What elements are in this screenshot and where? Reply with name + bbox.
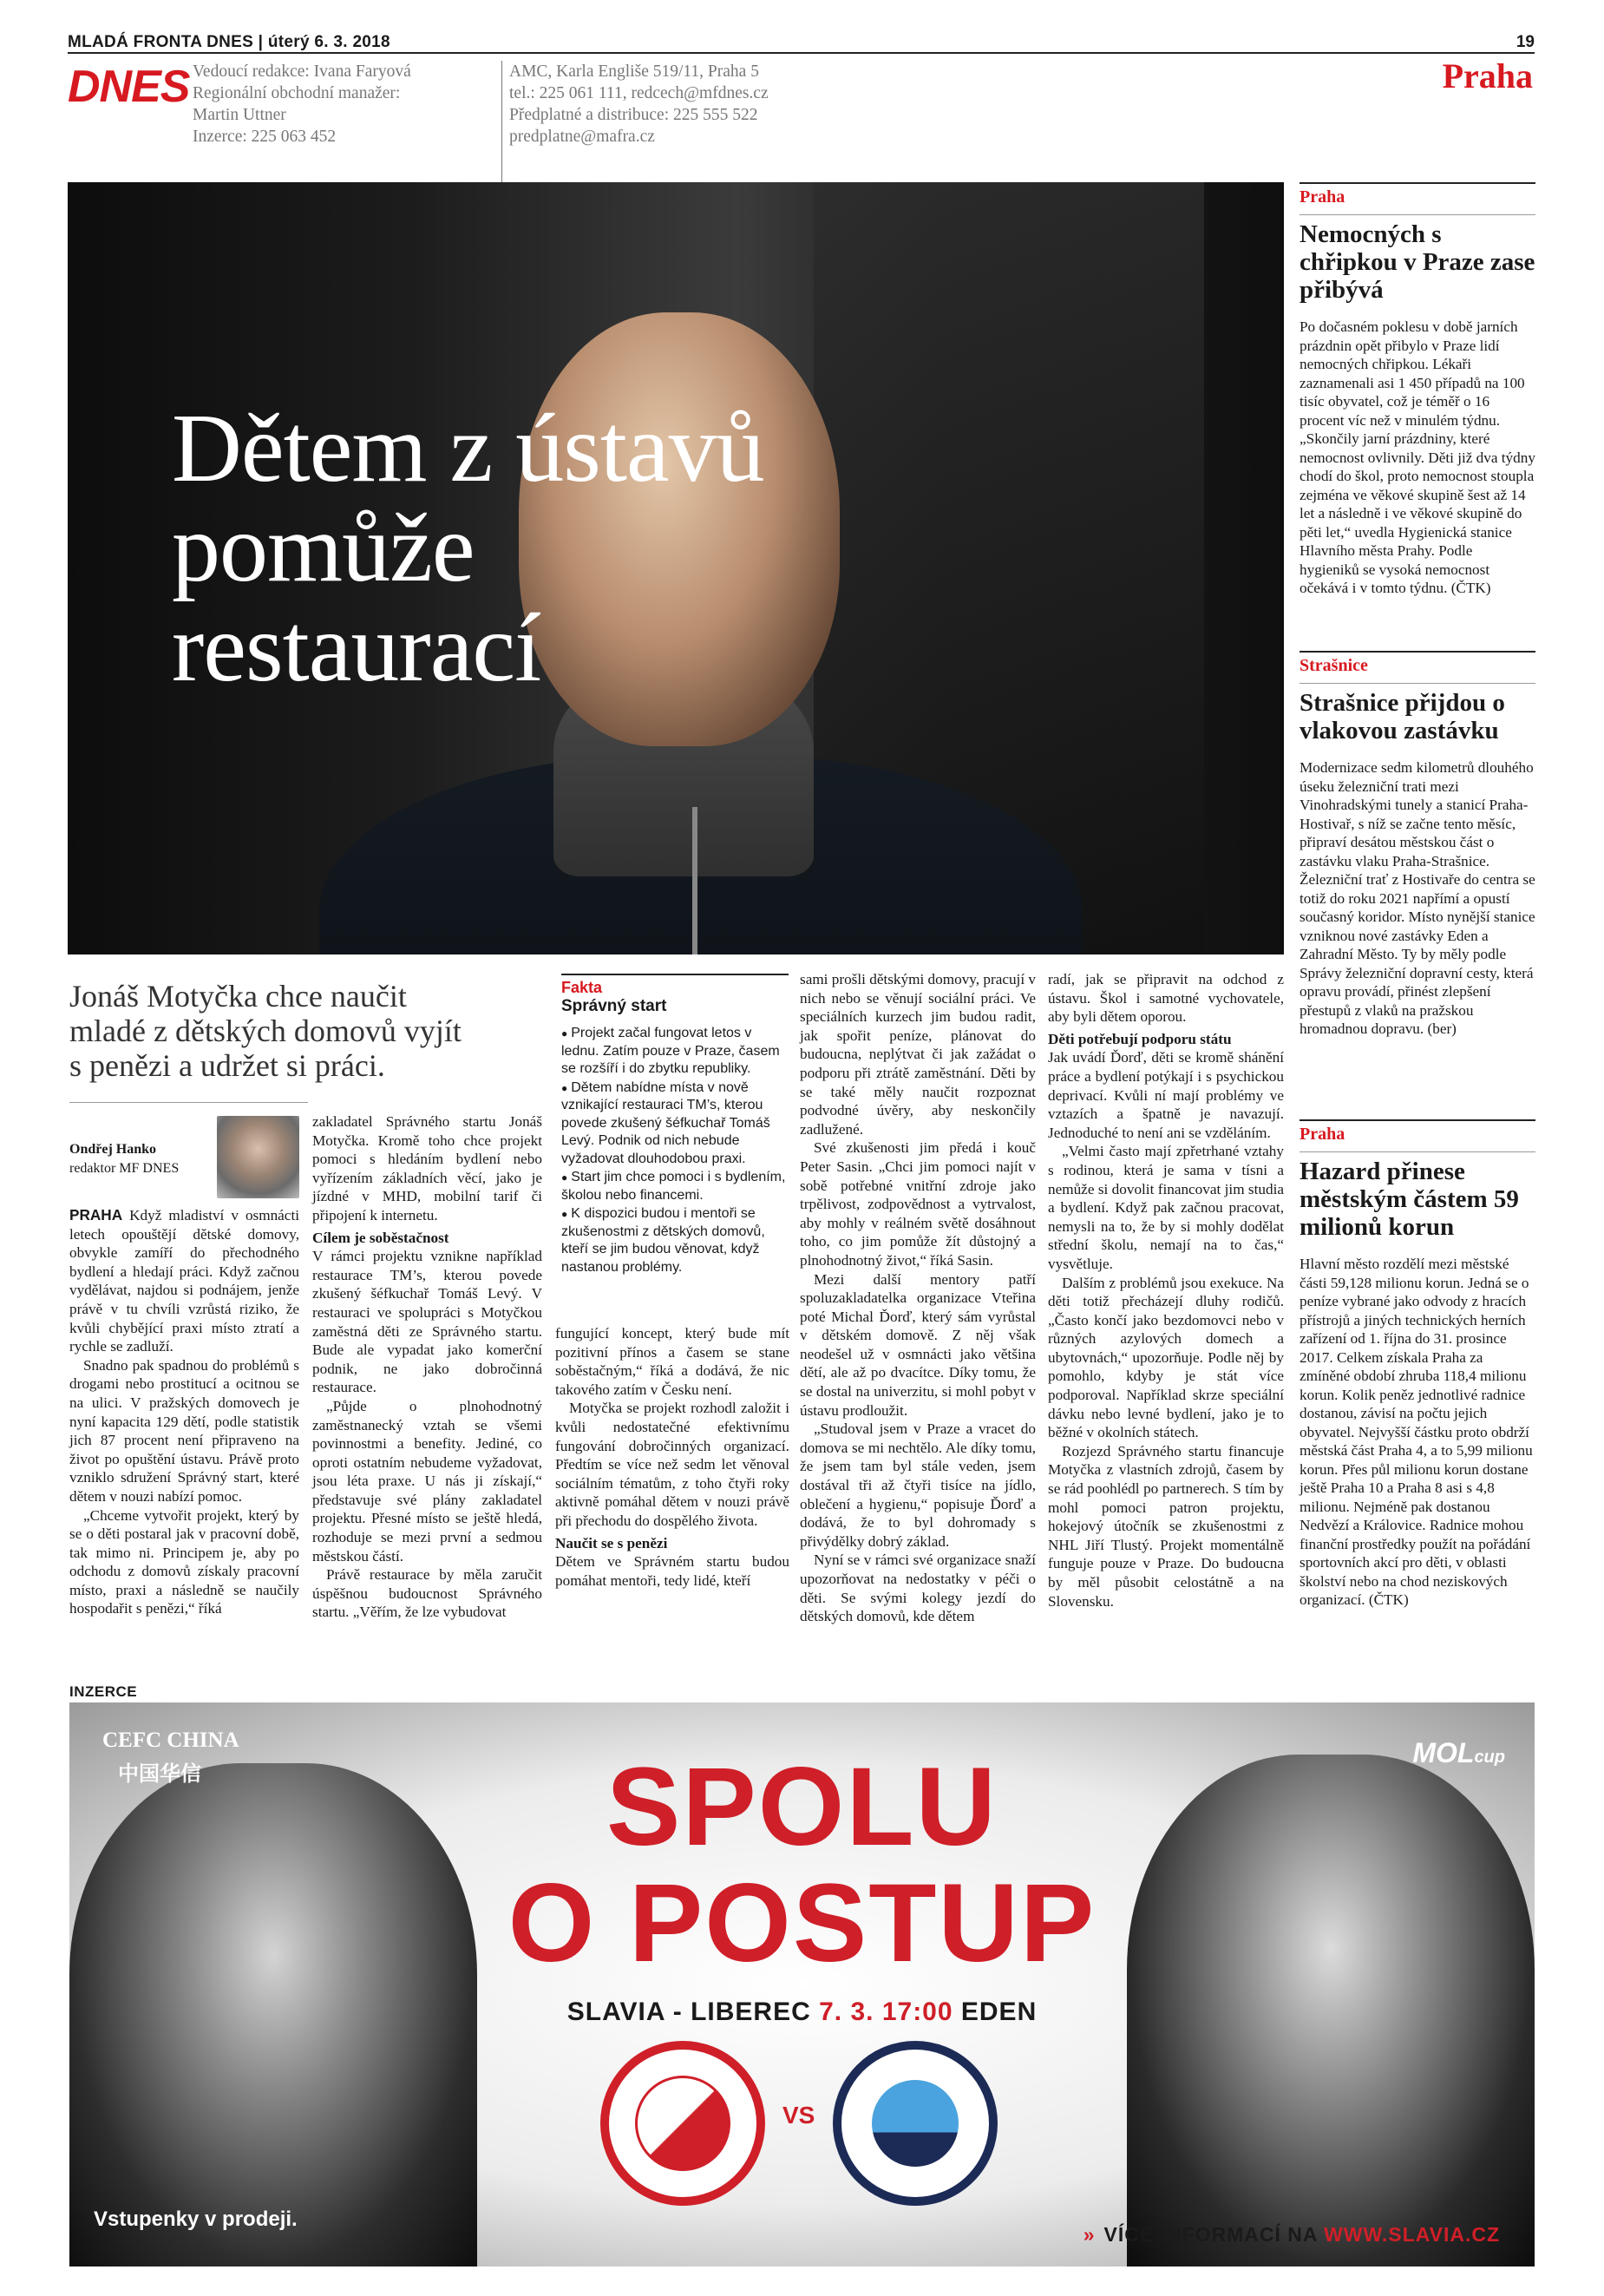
slavia-crest-icon bbox=[600, 2041, 765, 2206]
lead-photo bbox=[68, 182, 1284, 954]
brief-title: Hazard přinese městským částem 59 milionů korun bbox=[1300, 1158, 1519, 1241]
paragraph-text: Děti potřebují podporu státu bbox=[1048, 1030, 1232, 1047]
article-paragraph bbox=[312, 1397, 542, 1565]
cup-name: MOL bbox=[1412, 1737, 1475, 1768]
article-subhead: Jonáš Motyčka chce naučit mladé z dětských domovů vyjít s penězi a udržet si práci. bbox=[69, 979, 462, 1083]
paragraph-text: Dětem ve Správném startu budou pomáhat mentoři, tedy lidé, kteří bbox=[555, 1553, 789, 1589]
article-paragraph bbox=[800, 1270, 1036, 1420]
article-paragraph bbox=[1048, 1142, 1284, 1273]
slavia-crest-star bbox=[635, 2076, 730, 2171]
brief-rule bbox=[1300, 1119, 1535, 1121]
contact-line: Martin Uttner bbox=[193, 106, 286, 124]
article-column-4 bbox=[800, 970, 1036, 1626]
brief-flu bbox=[1300, 182, 1535, 598]
brief-kicker-rule bbox=[1300, 1151, 1535, 1152]
contact-line: AMC, Karla Engliše 519/11, Praha 5 bbox=[509, 62, 759, 81]
contact-line: Regionální obchodní manažer: bbox=[193, 84, 401, 102]
photo-zipper bbox=[692, 807, 697, 954]
article-column-5 bbox=[1048, 970, 1284, 1610]
article-column-2 bbox=[312, 1112, 542, 1622]
sponsor-logo-chinese: 中国华信 bbox=[118, 1763, 201, 1786]
contact-line: predplatne@mafra.cz bbox=[509, 128, 655, 146]
brief-kicker-rule bbox=[1300, 214, 1535, 215]
paragraph-text: V rámci projektu vznikne například restaurace TM’s, kterou povede zkušený šéfkuchař Tomáš Levý. V restauraci ve spolupráci s Motyčkou zaměstná děti ze Správného startu. Bude ale vypadat jako komerční podnik, ne jako dobročinná restaurace. bbox=[312, 1248, 542, 1396]
contact-line: Vedoucí redakce: Ivana Faryová bbox=[193, 62, 411, 81]
facts-item: ● K dispozici budou i mentoři se zkušenostmi z dětských domovů, kteří se jim budou věnovat, když nastanou problémy. bbox=[561, 1205, 789, 1276]
facts-item: ● Dětem nabídne místa v nově vznikající restauraci TM’s, kterou povede zkušený šéfkuchař Tomáš Levý. Podnik od nich nebude vyžadovat dlouhodobou praxi. bbox=[561, 1079, 789, 1169]
brief-strasnice bbox=[1300, 651, 1535, 1039]
brief-title: Nemocných s chřipkou v Praze zase přibývá bbox=[1300, 220, 1535, 304]
author-role: redaktor MF DNES bbox=[69, 1161, 180, 1176]
article-paragraph bbox=[312, 1112, 542, 1225]
article-crosshead bbox=[1048, 1030, 1284, 1049]
more-info-link[interactable] bbox=[1084, 2223, 1500, 2247]
liberec-crest-icon bbox=[833, 2041, 998, 2206]
more-info-text: VÍCE INFORMACÍ NA bbox=[1103, 2223, 1325, 2246]
facts-label: Fakta bbox=[561, 974, 789, 997]
ad-title-line-1: SPOLU bbox=[606, 1745, 998, 1869]
versus-label: VS bbox=[782, 2102, 815, 2129]
facts-item: ● Projekt začal fungovat letos v lednu. Zatím pouze v Praze, časem se rozšíří i do zbytku republiky. bbox=[561, 1025, 789, 1079]
masthead: MLADÁ FRONTA DNES | úterý 6. 3. 2018 bbox=[68, 33, 390, 51]
brief-kicker: Strašnice bbox=[1300, 656, 1368, 675]
brief-text: Modernizace sedm kilometrů dlouhého úseku železniční trati mezi Vinohradskými tunely a stanicí Praha-Hostivař, s níž se začne tento měsíc, připraví desátou městskou část o zastávku vlaku Praha-Strašnice. Železniční trať z Hostivaře do centra se totiž do roku 2021 napřímí a opustí současný koridor. Místo nynější stanice vzniknou nové zastávky Eden a Zahradní Město. Ty by měly podle Správy železniční dopravní cesty, která opravu provádí, přinést zlepšení přestupů z vlaků na pražskou hromadnou dopravu. (ber) bbox=[1300, 759, 1535, 1037]
paragraph-text: radí, jak se připravit na odchod z ústavu. Škol i samotné vychovatele, aby byli dětem oporou. bbox=[1048, 971, 1284, 1026]
contact-line: Inzerce: 225 063 452 bbox=[193, 128, 337, 146]
article-paragraph bbox=[1048, 1274, 1284, 1442]
match-datetime: 7. 3. 17:00 bbox=[819, 1998, 953, 2026]
paragraph-text: Když mladiství v osmnácti letech opouštějí dětské domovy, obvykle zamíří do přechodného bydlení a hledají práci. Když začnou vydělávat, najdou si podnájem, jenže právě v tu chvíli vzrůstá riziko, že kvůli chybějící praxi místo ztratí a rychle se zadluží. bbox=[69, 1207, 299, 1355]
paragraph-text: sami prošli dětskými domovy, pracují v nich nebo se věnují sociální práci. Ve speciálních kurzech jim budou radit, jak spořit peníze, plánovat do budoucna, neplýtvat či jak zažádat o podporu při ztrátě zaměstnání. Děti by se také měly naučit rozpoznat podvodné úvěry, aby neskončily zadlužené. bbox=[800, 971, 1036, 1138]
article-paragraph bbox=[1048, 1442, 1284, 1610]
section-title: Praha bbox=[1442, 56, 1533, 95]
article-paragraph bbox=[800, 970, 1036, 1138]
paragraph-text: „Chceme vytvořit projekt, který by se o děti postaral jak v pracovní době, tak mimo ni. Principem je, aby po odchodu z domovů získaly pracovní místo, praxi a následně se naučily hospodařit s penězi,“ říká bbox=[69, 1506, 299, 1617]
contact-line: tel.: 225 061 111, redcech@mfdnes.cz bbox=[509, 84, 769, 102]
article-paragraph bbox=[555, 1324, 789, 1399]
match-teams: SLAVIA - LIBEREC bbox=[566, 1998, 820, 2026]
article-paragraph bbox=[312, 1565, 542, 1622]
brief-kicker-rule bbox=[1300, 683, 1535, 684]
subhead-rule bbox=[69, 1102, 308, 1103]
double-chevron-icon: » bbox=[1083, 2223, 1096, 2246]
sponsor-logo: CEFC CHINA bbox=[102, 1729, 239, 1752]
article-paragraph bbox=[1048, 1048, 1284, 1142]
editorial-contacts bbox=[193, 61, 479, 148]
office-contacts bbox=[501, 61, 866, 182]
brief-kicker: Praha bbox=[1300, 1125, 1345, 1144]
facts-title: Správný start bbox=[561, 997, 667, 1015]
brief-kicker: Praha bbox=[1300, 187, 1345, 207]
paragraph-text: Snadno pak spadnou do problémů s drogami nebo prostitucí a ocitnou se na ulici. V pražských domovech je nyní kapacita 129 dětí, podle statistik jich 87 procent není připraveno na život po opuštění ústavu. Právě proto vzniklo sdružení Správný start, které dětem v nouzi nabízí pomoc. bbox=[69, 1356, 299, 1505]
paragraph-text: Právě restaurace by měla zaručit úspěšnou budoucnost Správného startu. „Věřím, že lze vybudovat bbox=[312, 1566, 542, 1621]
ad-title-line-2: O POSTUP bbox=[507, 1861, 1097, 1985]
article-paragraph bbox=[312, 1247, 542, 1397]
article-paragraph bbox=[555, 1399, 789, 1530]
facts-list bbox=[561, 1025, 789, 1276]
article-paragraph bbox=[69, 1356, 299, 1506]
match-venue: EDEN bbox=[953, 1998, 1038, 2026]
brief-gambling bbox=[1300, 1119, 1535, 1610]
facts-box bbox=[561, 974, 789, 1277]
author-photo bbox=[217, 1116, 299, 1198]
article-crosshead bbox=[555, 1534, 789, 1553]
dnes-logo: DNES bbox=[68, 62, 190, 112]
paragraph-text: „Studoval jsem v Praze a vracet do domova se mi nechtělo. Ale díky tomu, že jsem tam byl stále veden, jsem dostával tři až čtyři tisíce na jídlo, oblečení a hygienu,“ popisuje Ďorď a dodává, že to byl dohromady s přivýdělky dobrý základ. bbox=[800, 1420, 1036, 1550]
facts-item: ● Start jim chce pomoci i s bydlením, školou nebo financemi. bbox=[561, 1169, 789, 1204]
brief-text: Po dočasném poklesu v době jarních prázdnin opět přibylo v Praze lidí nemocných chřipkou. Lékaři zaznamenali asi 1 450 případů na 100 tisíc obyvatel, což je téměř o 16 procent víc než v minulém týdnu. „Skončily jarní prázdniny, které nemocnost ovlivnily. Děti již dva týdny chodí do škol, proto nemocnost stoupla zejména ve věkové skupině šest až 14 let a následně i ve věkové skupině do pěti let,“ uvedla Hygienická stanice Hlavního města Prahy. Podle hygieniků se vysoká nemocnost očekává i v tomto týdnu. (ČTK) bbox=[1300, 318, 1535, 596]
article-crosshead bbox=[312, 1229, 542, 1248]
article-column-3 bbox=[555, 1324, 789, 1590]
paragraph-text: fungující koncept, který bude mít pozitivní přínos a časem se stane soběstačným,“ říká a dodává, že nic takového zatím v Česku není. bbox=[555, 1325, 789, 1398]
paragraph-text: Mezi další mentory patří spoluzakladatelka organizace Vteřina poté Michal Ďorď, který sám vyrůstal v dětském domově. Z něj však neodešel už v osmnácti jako většina dětí, ale až po dvacítce. Díky tomu, že se dostal na univerzitu, si mohl pobyt v ústavu prodloužit. bbox=[800, 1270, 1036, 1419]
article-paragraph bbox=[69, 1506, 299, 1619]
lead-headline: Dětem z ústavů pomůže restaurací bbox=[172, 395, 764, 702]
brief-text: Hlavní město rozdělí mezi městské části 59,128 milionu korun. Jedná se o peníze vybrané jako odvody z hracích přístrojů a jiných technických herních zařízení od 1. října do 31. prosince 2017. Celkem získala Praha za zmíněné období zhruba 118,4 milionu korun. Kolik peněz jednotlivé radnice dostanou, závisí na počtu jejich obyvatel. Nejvyšší částku proto obdrží městská část Praha 4, a to 5,99 milionu korun. Přes půl milionu korun dostane ještě Praha 10 a Praha 8 asi s 4,8 milionu. Nejméně pak dostanou Nedvězí a Královice. Radnice mohou finanční prostředky použít na pořádání sportovních akcí pro děti, v oblasti školství nebo na chod neziskových organizací. (ČTK) bbox=[1300, 1256, 1533, 1608]
brief-title: Strašnice přijdou o vlakovou zastávku bbox=[1300, 689, 1505, 745]
author-name: Ondřej Hanko bbox=[69, 1142, 157, 1157]
article-paragraph bbox=[69, 1206, 299, 1356]
paragraph-text: zakladatel Správného startu Jonáš Motyčka. Kromě toho chce projekt pomoci s hledáním bydlení nebo vyřízením základních věcí, jako je jízdné v MHD, mobilní tarif či připojení k internetu. bbox=[312, 1113, 542, 1223]
contact-line: Předplatné a distribuce: 225 555 522 bbox=[509, 106, 758, 124]
article-paragraph bbox=[800, 1138, 1036, 1269]
paragraph-text: Motyčka se projekt rozhodl založit i kvůli nedostatečné efektivnímu fungování dobročinných organizací. Předtím se více než sedm let věnoval sociálním tématům, z toho čtyři roky aktivně pomáhal dětem v nouzi právě při přechodu do dospělého života. bbox=[555, 1400, 789, 1529]
brief-rule bbox=[1300, 182, 1535, 184]
paragraph-text: Své zkušenosti jim předá i kouč Peter Sasin. „Chci jim pomoci najít v sobě potřebné vnitřní zdroje jako trpělivost, zodpovědnost a vytrvalost, aby mohly v reálném světě dosáhnout toho, co jim pomůže žít důstojný a plnohodnotný život,“ říká Sasin. bbox=[800, 1139, 1036, 1269]
header-rule bbox=[68, 52, 1535, 54]
article-paragraph bbox=[1048, 970, 1284, 1027]
ad-label: INZERCE bbox=[69, 1683, 138, 1700]
paragraph-text: „Velmi často mají zpřetrhané vztahy s rodinou, která je sama v tísni a nemůže si dovolit financovat jim studia a bydlení. Když pak začnou pracovat, nemysli na to, že by si mohly dodělat střední školu, nemají na to čas,“ vysvětluje. bbox=[1048, 1143, 1284, 1272]
paragraph-text: Dalším z problémů jsou exekuce. Na děti totiž přecházejí dluhy rodičů. „Často končí jako bezdomovci nebo v různých azylových domech a ubytovnách,“ upozorňuje. Podle něj by pomohlo, kdyby je stát více podporoval. Například skrze speciální dávku nebo levné bydlení, jako je to běžné v okolních státech. bbox=[1048, 1274, 1284, 1441]
paragraph-text: Nyní se v rámci své organizace snaží upozorňovat na nedostatky v péči o děti. Se svými kolegy jezdí do dětských domovů, kde dětem bbox=[800, 1551, 1036, 1625]
cup-suffix: cup bbox=[1474, 1748, 1505, 1767]
brief-rule bbox=[1300, 651, 1535, 653]
paragraph-text: Rozjezd Správného startu financuje Motyčka z vlastních zdrojů, časem by se rád poohlédl po partnerech. S tím by mohl pomoci patron projektu, hokejový útočník se zkušenostmi z NHL Jiří Tlustý. Projekt momentálně funguje pouze v Praze. Do budoucna by měl působit celostátně a na Slovensku. bbox=[1048, 1442, 1284, 1610]
ad-url[interactable]: WWW.SLAVIA.CZ bbox=[1324, 2223, 1500, 2246]
tickets-note: Vstupenky v prodeji. bbox=[94, 2207, 298, 2231]
article-paragraph bbox=[800, 1551, 1036, 1625]
page-number: 19 bbox=[1516, 33, 1535, 51]
paragraph-text: Jak uvádí Ďorď, děti se kromě shánění práce a bydlení potýkají i s psychickou deprivací. Kvůli ní mají problémy ve vztazích a špatně je navazují. Jednoduché to není ani se vzděláním. bbox=[1048, 1049, 1284, 1141]
match-info bbox=[69, 1998, 1535, 2027]
article-column-1 bbox=[69, 1206, 299, 1618]
liberec-crest-inner bbox=[872, 2080, 959, 2167]
article-paragraph bbox=[555, 1552, 789, 1590]
paragraph-text: „Půjde o plnohodnotný zaměstnanecký vztah se všemi povinnostmi a benefity. Jediné, co oproti ostatním nebudeme vyžadovat, jsou léta praxe. U nás ji získají,“ představuje své plány zakladatel projektu. Přesné místo se ještě hledá, rozhoduje se mezi první a sedmou městskou částí. bbox=[312, 1397, 542, 1565]
paragraph-text: Naučit se s penězi bbox=[555, 1534, 668, 1551]
article-paragraph bbox=[800, 1420, 1036, 1551]
paragraph-text: Cílem je soběstačnost bbox=[312, 1229, 449, 1246]
advertisement[interactable] bbox=[69, 1702, 1535, 2266]
dateline: PRAHA bbox=[69, 1206, 123, 1223]
